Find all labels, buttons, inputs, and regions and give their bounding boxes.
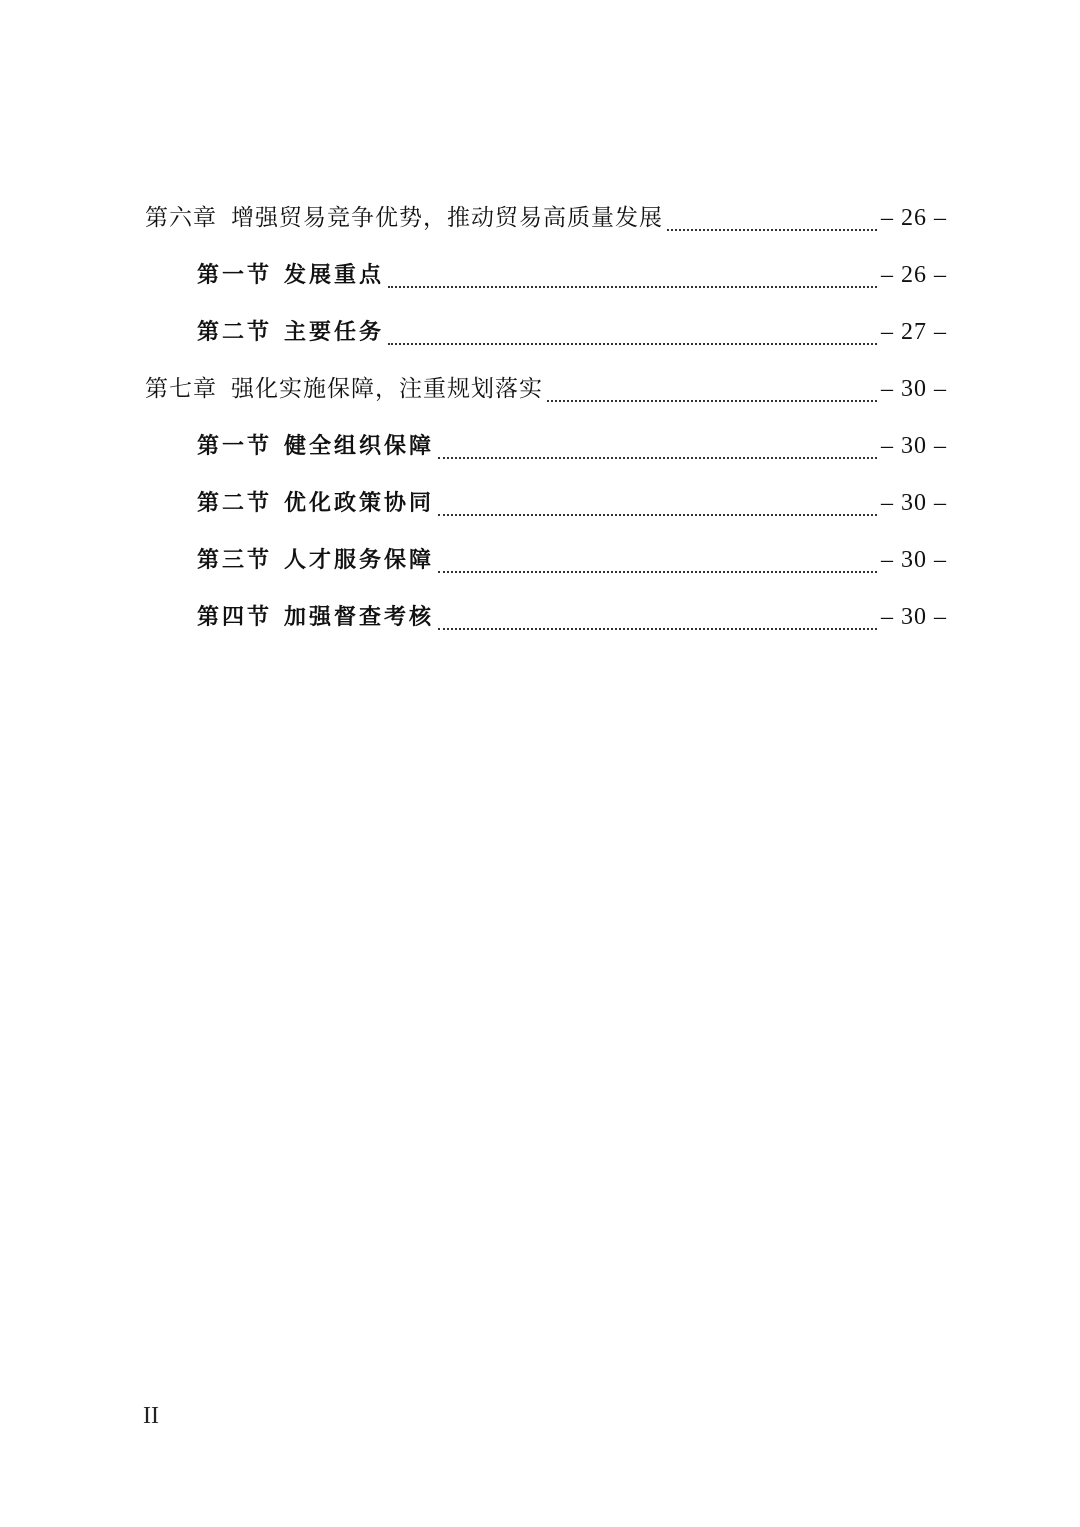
toc-entry-section[interactable] (145, 589, 947, 646)
toc-entry-prefix: 第四节 (197, 604, 273, 630)
dot-leader (388, 286, 877, 288)
toc-entry-title: 健全组织保障 (284, 433, 435, 459)
dot-leader (438, 457, 877, 459)
toc-entry-prefix: 第二节 (197, 490, 273, 516)
toc-entry-page: – 26 – (881, 262, 947, 288)
toc-entry-title: 人才服务保障 (284, 547, 435, 573)
toc-entry-prefix: 第三节 (197, 547, 273, 573)
toc-entry-section[interactable] (145, 532, 947, 589)
toc-entry-page: – 30 – (881, 547, 947, 573)
footer-page-number: II (143, 1403, 159, 1429)
dot-leader (438, 571, 877, 573)
toc-entry-prefix: 第二节 (197, 319, 273, 345)
dot-leader (438, 628, 877, 630)
toc-entry-prefix: 第一节 (197, 262, 273, 288)
dot-leader (667, 229, 877, 231)
toc-entry-title: 发展重点 (284, 262, 385, 288)
toc-entry-page: – 27 – (881, 319, 947, 345)
toc-entry-title: 加强督查考核 (284, 604, 435, 630)
toc-entry-title: 优化政策协同 (284, 490, 435, 516)
toc-entry-prefix: 第七章 (145, 376, 217, 402)
toc-entry-title: 主要任务 (284, 319, 385, 345)
toc-entry-page: – 30 – (881, 433, 947, 459)
toc-entry-title: 强化实施保障，注重规划落实 (231, 376, 543, 402)
toc-entry-page: – 30 – (881, 490, 947, 516)
toc-entry-title: 增强贸易竞争优势，推动贸易高质量发展 (231, 205, 663, 231)
toc-entry-chapter-6[interactable] (145, 190, 947, 247)
toc-entry-chapter-7[interactable] (145, 361, 947, 418)
toc-entry-page: – 26 – (881, 205, 947, 231)
dot-leader (438, 514, 877, 516)
toc-entry-prefix: 第一节 (197, 433, 273, 459)
table-of-contents (145, 190, 947, 646)
toc-entry-section[interactable] (145, 418, 947, 475)
toc-entry-section[interactable] (145, 247, 947, 304)
toc-entry-prefix: 第六章 (145, 205, 217, 231)
toc-entry-section[interactable] (145, 475, 947, 532)
toc-entry-section[interactable] (145, 304, 947, 361)
toc-entry-page: – 30 – (881, 604, 947, 630)
toc-entry-page: – 30 – (881, 376, 947, 402)
dot-leader (388, 343, 877, 345)
dot-leader (547, 400, 877, 402)
